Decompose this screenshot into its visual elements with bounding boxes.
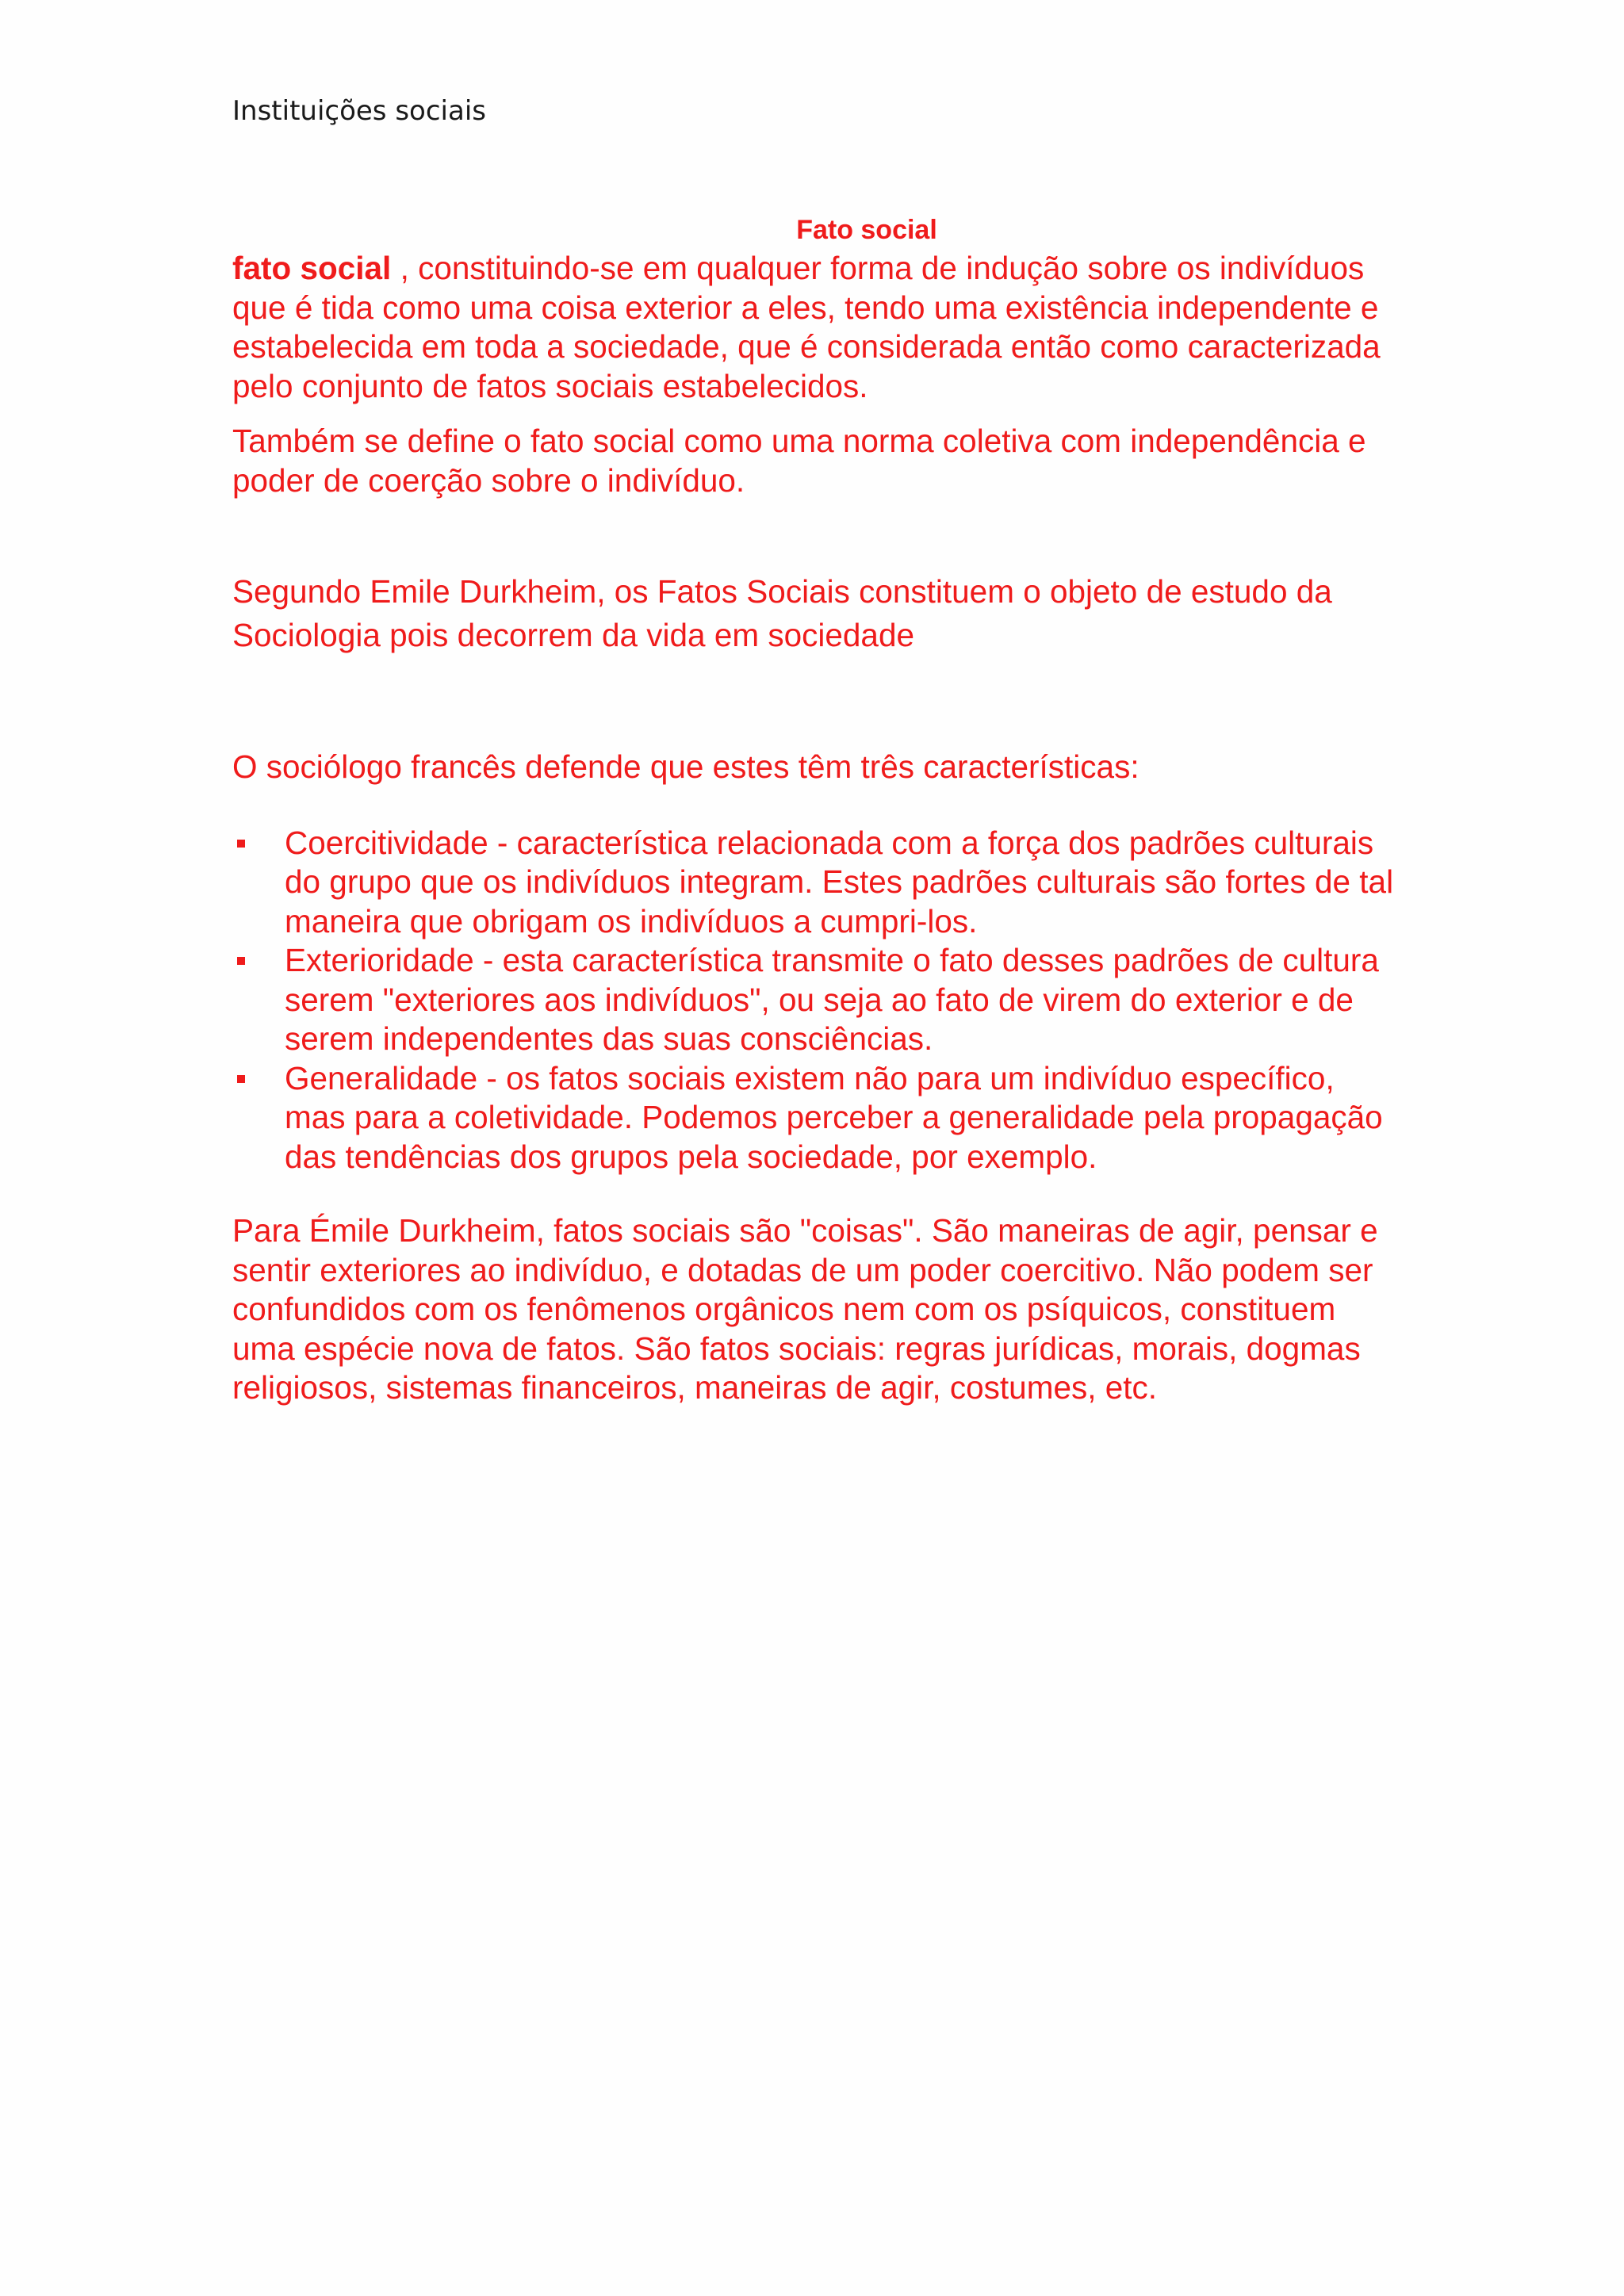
bullet-square-icon (237, 1075, 245, 1083)
characteristics-list (232, 824, 1398, 1177)
list-item (232, 824, 1398, 942)
document-title: Fato social (796, 215, 937, 245)
paragraph-durkheim-object: Segundo Emile Durkheim, os Fatos Sociais constituem o objeto de estudo da Sociologia pois decorrem da vida em sociedade (232, 573, 1332, 653)
page-header: Instituições sociais (232, 95, 486, 127)
bullet-square-icon (237, 957, 245, 965)
bullet-square-icon (237, 840, 245, 848)
paragraph-durkheim-things: Para Émile Durkheim, fatos sociais são "coisas". São maneiras de agir, pensar e sentir exteriores ao indivíduo, e dotadas de um poder coercitivo. Não podem ser confundidos com os fenômenos orgânicos nem com os psíquicos, constituem uma espécie nova de fatos. São fatos sociais: regras jurídicas, morais, dogmas religiosos, sistemas financeiros, maneiras de agir, costumes, etc. (232, 1212, 1378, 1406)
list-item (232, 941, 1398, 1059)
list-item-text: Coercitividade - característica relacionada com a força dos padrões culturais do grupo que os indivíduos integram. Estes padrões culturais são fortes de tal maneira que obrigam os indivíduos a cumpri-los. (285, 824, 1394, 939)
document-body (232, 211, 1398, 1408)
paragraph-norm: Também se define o fato social como uma norma coletiva com independência e poder de coerção sobre o indivíduo. (232, 423, 1366, 499)
paragraph-definition-text: , constituindo-se em qualquer forma de indução sobre os indivíduos que é tida como uma coisa exterior a eles, tendo uma existência independente e estabelecida em toda a sociedade, que é considerada então como caracterizada pelo conjunto de fatos sociais estabelecidos. (232, 250, 1381, 404)
paragraph-characteristics-intro: O sociólogo francês defende que estes têm três características: (232, 748, 1139, 785)
lead-term: fato social (232, 250, 392, 286)
list-item-text: Exterioridade - esta característica transmite o fato desses padrões de cultura serem "exteriores aos indivíduos", ou seja ao fato de virem do exterior e de serem independentes das suas consciências. (285, 942, 1379, 1057)
list-item-text: Generalidade - os fatos sociais existem não para um indivíduo específico, mas para a coletividade. Podemos perceber a generalidade pela propagação das tendências dos grupos pela sociedade, por exemplo. (285, 1059, 1383, 1175)
list-item (232, 1059, 1398, 1177)
paragraph-definition (232, 249, 1398, 406)
